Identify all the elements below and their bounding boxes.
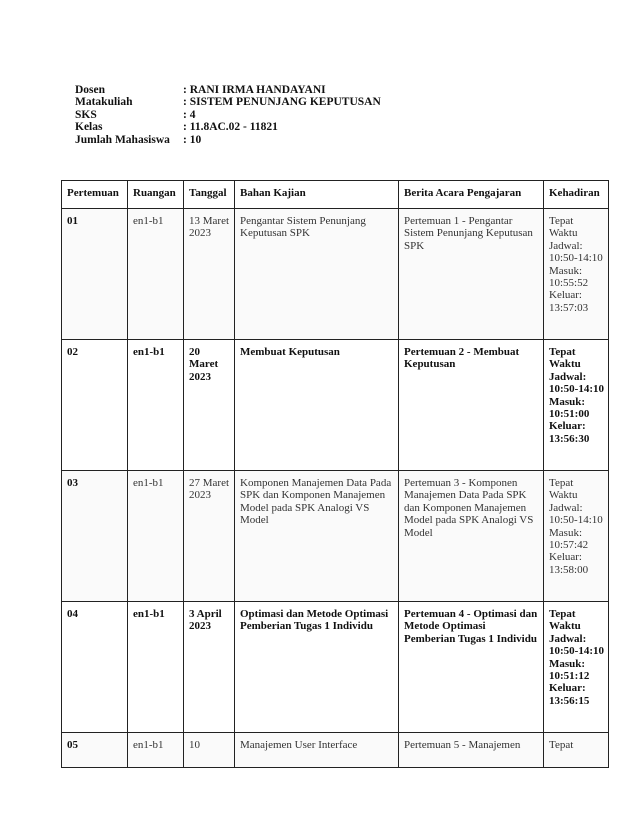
info-value: : 4: [183, 108, 196, 121]
table-header-row: [62, 181, 609, 209]
attendance-table: [61, 180, 609, 768]
cell-bahan-kajian: Komponen Manajemen Data Pada SPK dan Komponen Manajemen Model pada SPK Analogi VS Model: [235, 471, 399, 602]
column-header-pertemuan: Pertemuan: [62, 181, 128, 209]
column-header-bahan-kajian: Bahan Kajian: [235, 181, 399, 209]
cell-kehadiran: Tepat Waktu Jadwal: 10:50-14:10 Masuk: 10:51:12 Keluar: 13:56:15: [544, 602, 609, 733]
cell-berita-acara: Pertemuan 3 - Komponen Manajemen Data Pada SPK dan Komponen Manajemen Model pada SPK Analogi VS Model: [399, 471, 544, 602]
cell-pertemuan: 04: [62, 602, 128, 733]
cell-ruangan: en1-b1: [128, 209, 184, 340]
cell-kehadiran: Tepat: [544, 733, 609, 768]
cell-berita-acara: Pertemuan 2 - Membuat Keputusan: [399, 340, 544, 471]
cell-bahan-kajian: Pengantar Sistem Penunjang Keputusan SPK: [235, 209, 399, 340]
cell-tanggal: 3 April 2023: [184, 602, 235, 733]
column-header-ruangan: Ruangan: [128, 181, 184, 209]
cell-berita-acara: Pertemuan 1 - Pengantar Sistem Penunjang Keputusan SPK: [399, 209, 544, 340]
table-row: [62, 602, 609, 733]
info-value: : SISTEM PENUNJANG KEPUTUSAN: [183, 96, 381, 109]
cell-ruangan: en1-b1: [128, 471, 184, 602]
cell-bahan-kajian: Manajemen User Interface: [235, 733, 399, 768]
cell-pertemuan: 01: [62, 209, 128, 340]
cell-tanggal: 10: [184, 733, 235, 768]
info-value: : 11.8AC.02 - 11821: [183, 121, 278, 134]
cell-ruangan: en1-b1: [128, 602, 184, 733]
course-info-header: [75, 84, 381, 146]
cell-pertemuan: 02: [62, 340, 128, 471]
cell-tanggal: 27 Maret 2023: [184, 471, 235, 602]
cell-pertemuan: 03: [62, 471, 128, 602]
cell-ruangan: en1-b1: [128, 340, 184, 471]
info-row-sks: [75, 109, 381, 121]
info-label: Jumlah Mahasiswa: [75, 133, 170, 146]
column-header-kehadiran: Kehadiran: [544, 181, 609, 209]
table-row: [62, 209, 609, 340]
info-label: Dosen: [75, 84, 106, 96]
column-header-berita-acara: Berita Acara Pengajaran: [399, 181, 544, 209]
cell-tanggal: 20 Maret 2023: [184, 340, 235, 471]
info-row-kelas: [75, 121, 381, 133]
cell-pertemuan: 05: [62, 733, 128, 768]
cell-kehadiran: Tepat Waktu Jadwal: 10:50-14:10 Masuk: 10:55:52 Keluar: 13:57:03: [544, 209, 609, 340]
table-row: [62, 340, 609, 471]
info-label: Matakuliah: [75, 96, 133, 109]
table-row: [62, 733, 609, 768]
info-value: : RANI IRMA HANDAYANI: [183, 84, 326, 96]
info-value: : 10: [183, 133, 202, 146]
info-row-dosen: [75, 84, 381, 96]
column-header-tanggal: Tanggal: [184, 181, 235, 209]
cell-bahan-kajian: Optimasi dan Metode Optimasi Pemberian Tugas 1 Individu: [235, 602, 399, 733]
cell-kehadiran: Tepat Waktu Jadwal: 10:50-14:10 Masuk: 10:51:00 Keluar: 13:56:30: [544, 340, 609, 471]
cell-kehadiran: Tepat Waktu Jadwal: 10:50-14:10 Masuk: 10:57:42 Keluar: 13:58:00: [544, 471, 609, 602]
table-row: [62, 471, 609, 602]
cell-ruangan: en1-b1: [128, 733, 184, 768]
info-label: SKS: [75, 108, 97, 121]
cell-bahan-kajian: Membuat Keputusan: [235, 340, 399, 471]
info-row-jumlah-mahasiswa: [75, 134, 381, 146]
cell-berita-acara: Pertemuan 4 - Optimasi dan Metode Optimasi Pemberian Tugas 1 Individu: [399, 602, 544, 733]
cell-berita-acara: Pertemuan 5 - Manajemen: [399, 733, 544, 768]
info-label: Kelas: [75, 121, 103, 134]
info-row-matakuliah: [75, 96, 381, 108]
cell-tanggal: 13 Maret 2023: [184, 209, 235, 340]
